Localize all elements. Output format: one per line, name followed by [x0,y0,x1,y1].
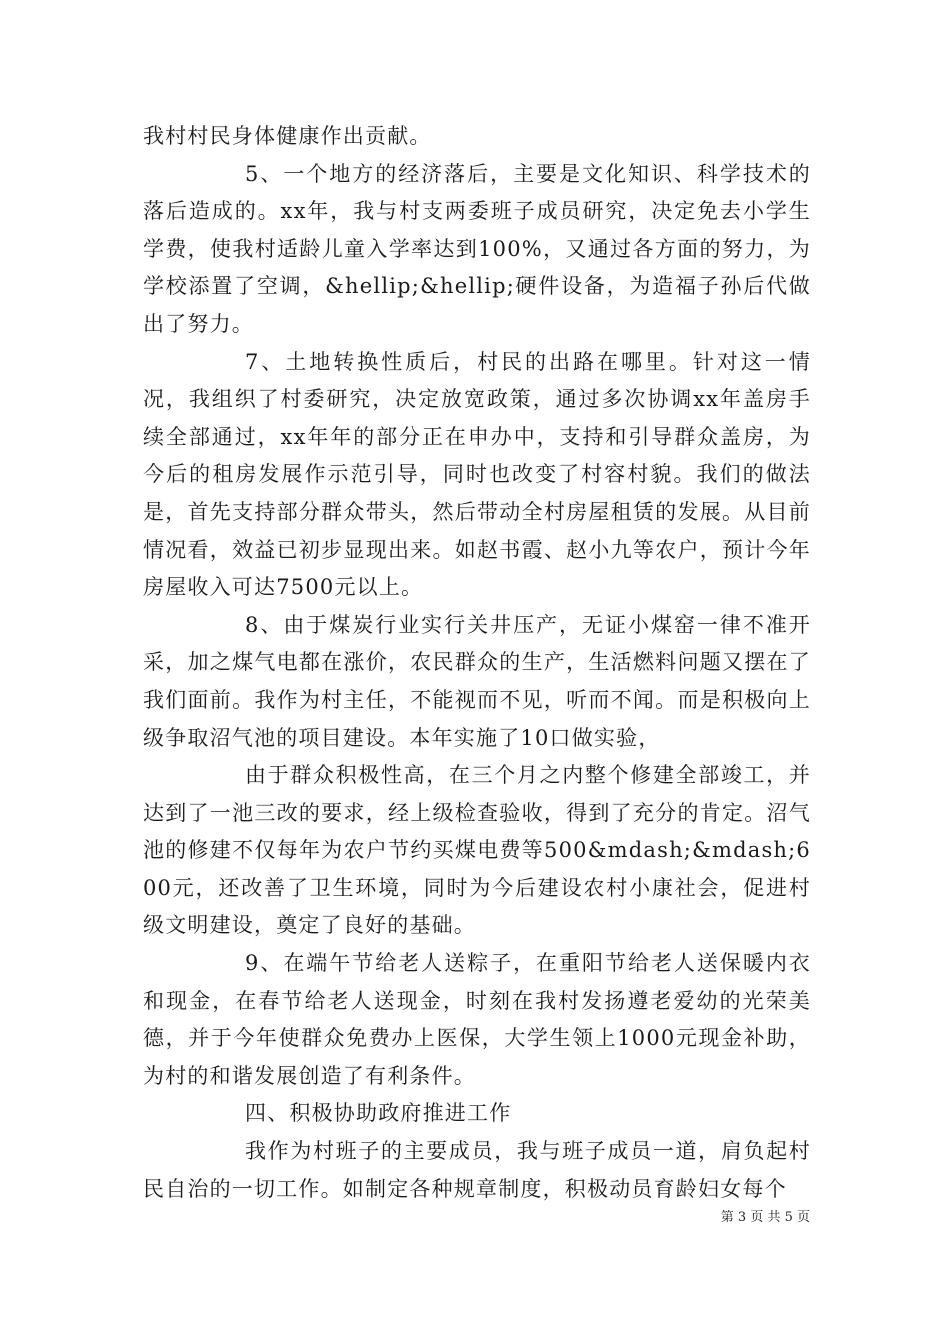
paragraph-item-8-continued: 由于群众积极性高，在三个月之内整个修建全部竣工，并达到了一池三改的要求，经上级检查验收，得到了充分的肯定。沼气池的修建不仅每年为农户节约买煤电费等500&mdash;&mdash;600元，还改善了卫生环境，同时为今后建设农村小康社会，促进村级文明建设，奠定了良好的基础。 [143,763,811,938]
body-text [143,118,811,1208]
paragraph-item-5: 5、一个地方的经济落后，主要是文化知识、科学技术的落后造成的。xx年，我与村支两委班子成员研究，决定免去小学生学费，使我村适龄儿童入学率达到100%，又通过各方面的努力，为学校添置了空调，&hellip;&hellip;硬件设备，为造福子孙后代做出了努力。 [143,161,811,336]
page-number: 第 3 页 共 5 页 [720,1210,810,1225]
paragraph-item-7: 7、土地转换性质后，村民的出路在哪里。针对这一情况，我组织了村委研究，决定放宽政策，通过多次协调xx年盖房手续全部通过，xx年年的部分正在申办中，支持和引导群众盖房，为今后的租房发展作示范引导，同时也改变了村容村貌。我们的做法是，首先支持部分群众带头，然后带动全村房屋租赁的发展。从目前情况看，效益已初步显现出来。如赵书霞、赵小九等农户，预计今年房屋收入可达7500元以上。 [143,349,811,600]
section-heading: 四、积极协助政府推进工作 [245,1101,512,1126]
paragraph-item-9: 9、在端午节给老人送粽子，在重阳节给老人送保暖内衣和现金，在春节给老人送现金，时刻在我村发扬遵老爱幼的光荣美德，并于今年使群众免费办上医保，大学生领上1000元现金补助，为村的和谐发展创造了有利条件。 [143,951,811,1088]
paragraph-item-8: 8、由于煤炭行业实行关井压产，无证小煤窑一律不准开采，加之煤气电都在涨价，农民群众的生产，生活燃料问题又摆在了我们面前。我作为村主任，不能视而不见，听而不闻。而是积极向上级争取沼气池的项目建设。本年实施了10口做实验， [143,612,811,750]
paragraph-continuation: 我村村民身体健康作出贡献。 [143,124,432,148]
paragraph-section-four: 我作为村班子的主要成员，我与班子成员一道，肩负起村民自治的一切工作。如制定各种规章制度，积极动员育龄妇女每个 [143,1139,811,1201]
